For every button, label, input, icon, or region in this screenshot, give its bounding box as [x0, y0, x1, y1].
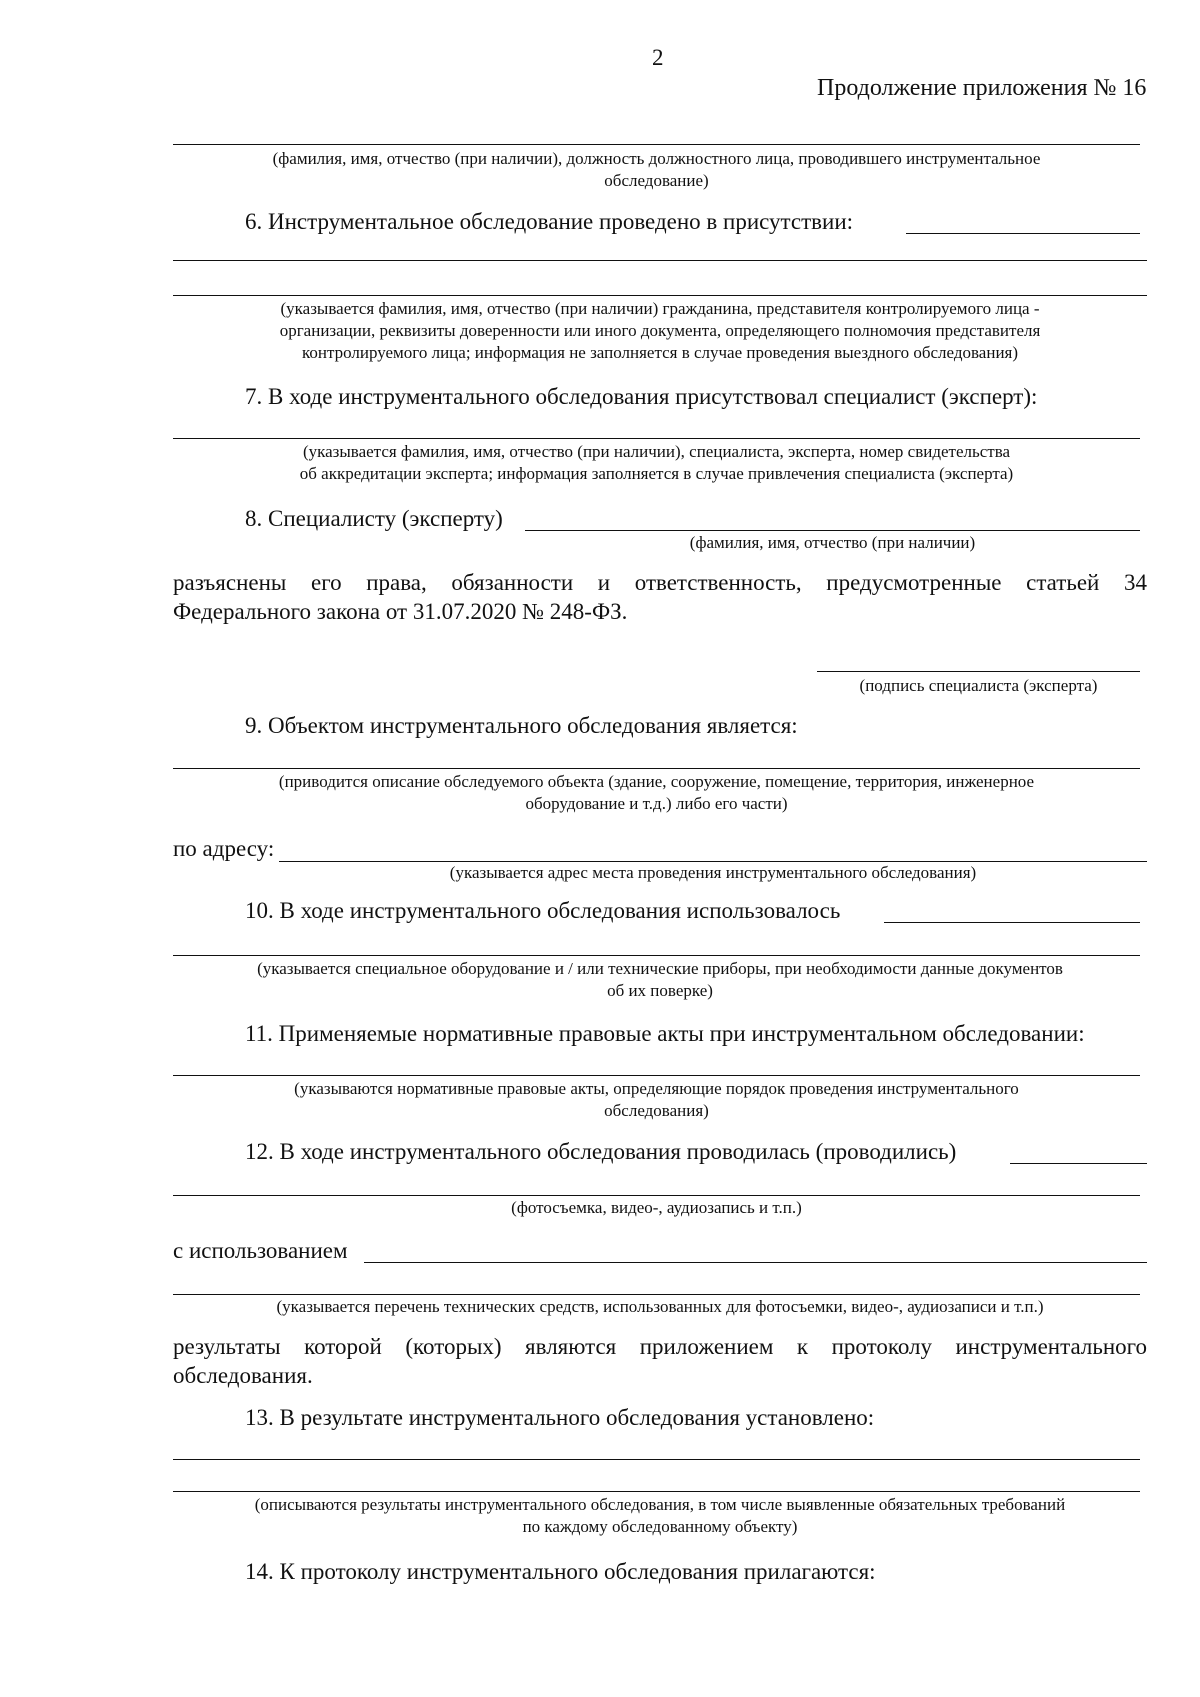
results-line-2: обследования. [173, 1363, 313, 1388]
acts-caption [173, 1078, 1140, 1122]
item-8-continuation-1: разъяснены его права, обязанности и ответственность, предусмотренные статьей 34 [173, 570, 1147, 595]
object-caption [173, 771, 1140, 815]
presence-field-2[interactable] [173, 260, 1147, 261]
caption-line: (описываются результаты инструментального обследования, в том числе выявленные обязательных требований [254, 1495, 1066, 1514]
caption-line: об аккредитации эксперта; информация заполняется в случае привлечения специалиста (эксперта) [299, 464, 1014, 483]
results-field-1[interactable] [173, 1459, 1140, 1460]
presence-field-1[interactable] [906, 233, 1140, 234]
signature-field[interactable] [817, 671, 1140, 672]
item-8-continuation-2: Федерального закона от 31.07.2020 № 248-ФЗ. [173, 599, 628, 624]
item-7-label: 7. В ходе инструментального обследования присутствовал специалист (эксперт): [245, 384, 1038, 409]
official-caption [173, 148, 1140, 192]
caption-line: (указывается фамилия, имя, отчество (при наличии) гражданина, представителя контролируемого лица - [280, 299, 1040, 318]
equipment-field-1[interactable] [884, 922, 1140, 923]
specialist-name-caption: (фамилия, имя, отчество (при наличии) [689, 533, 976, 552]
item-12-label: 12. В ходе инструментального обследования проводилась (проводились) [245, 1139, 957, 1164]
specialist-field[interactable] [173, 438, 1140, 439]
acts-field[interactable] [173, 1075, 1140, 1076]
results-field-2[interactable] [173, 1491, 1140, 1492]
object-field[interactable] [173, 768, 1140, 769]
caption-line: по каждому обследованному объекту) [522, 1517, 798, 1536]
caption-line: (указывается фамилия, имя, отчество (при наличии), специалиста, эксперта, номер свидетельства [302, 442, 1011, 461]
caption-line: оборудование и т.д.) либо его части) [525, 794, 788, 813]
means-field-1[interactable] [364, 1262, 1147, 1263]
recording-field-2[interactable] [173, 1195, 1140, 1196]
presence-caption [173, 298, 1147, 364]
presence-field-3[interactable] [173, 295, 1147, 296]
means-caption: (указывается перечень технических средств, использованных для фотосъемки, видео-, аудиозаписи и т.п.) [276, 1297, 1044, 1316]
caption-line: об их поверке) [607, 981, 713, 1000]
address-label: по адресу: [173, 836, 275, 861]
equipment-caption [173, 958, 1147, 1002]
specialist-name-field[interactable] [525, 530, 1140, 531]
item-13-label: 13. В результате инструментального обследования установлено: [245, 1405, 875, 1430]
caption-line: (указывается специальное оборудование и / или технические приборы, при необходимости данные документов [257, 959, 1063, 978]
recording-field-1[interactable] [1010, 1163, 1147, 1164]
caption-line: обследования) [604, 1101, 709, 1120]
item-9-label: 9. Объектом инструментального обследования является: [245, 713, 798, 738]
caption-line: контролируемого лица; информация не заполняется в случае проведения выездного обследования) [301, 343, 1019, 362]
results-caption [173, 1494, 1147, 1538]
address-caption: (указывается адрес места проведения инструментального обследования) [449, 863, 977, 882]
with-use-label: с использованием [173, 1238, 348, 1263]
official-field[interactable] [173, 144, 1140, 145]
caption-line: (приводится описание обследуемого объекта (здание, сооружение, помещение, территория, инженерное [278, 772, 1035, 791]
caption-line: (фамилия, имя, отчество (при наличии), должность должностного лица, проводившего инструментальное [272, 149, 1041, 168]
results-line-1: результаты которой (которых) являются приложением к протоколу инструментального [173, 1334, 1147, 1359]
specialist-caption [173, 441, 1140, 485]
caption-line: (указываются нормативные правовые акты, определяющие порядок проведения инструментального [294, 1079, 1019, 1098]
equipment-field-2[interactable] [173, 955, 1140, 956]
caption-line: организации, реквизиты доверенности или иного документа, определяющего полномочия представителя [279, 321, 1041, 340]
page-number: 2 [652, 45, 664, 70]
means-field-2[interactable] [173, 1294, 1140, 1295]
signature-caption: (подпись специалиста (эксперта) [859, 676, 1098, 695]
continuation-title: Продолжение приложения № 16 [817, 75, 1147, 101]
recording-caption: (фотосъемка, видео-, аудиозапись и т.п.) [511, 1198, 802, 1217]
item-8-label: 8. Специалисту (эксперту) [245, 506, 503, 531]
item-14-label: 14. К протоколу инструментального обследования прилагаются: [245, 1559, 876, 1584]
caption-line: обследование) [604, 171, 709, 190]
item-6-label: 6. Инструментальное обследование проведено в присутствии: [245, 209, 854, 234]
item-10-label: 10. В ходе инструментального обследования использовалось [245, 898, 841, 923]
item-11-label: 11. Применяемые нормативные правовые акты при инструментальном обследовании: [245, 1021, 1085, 1046]
